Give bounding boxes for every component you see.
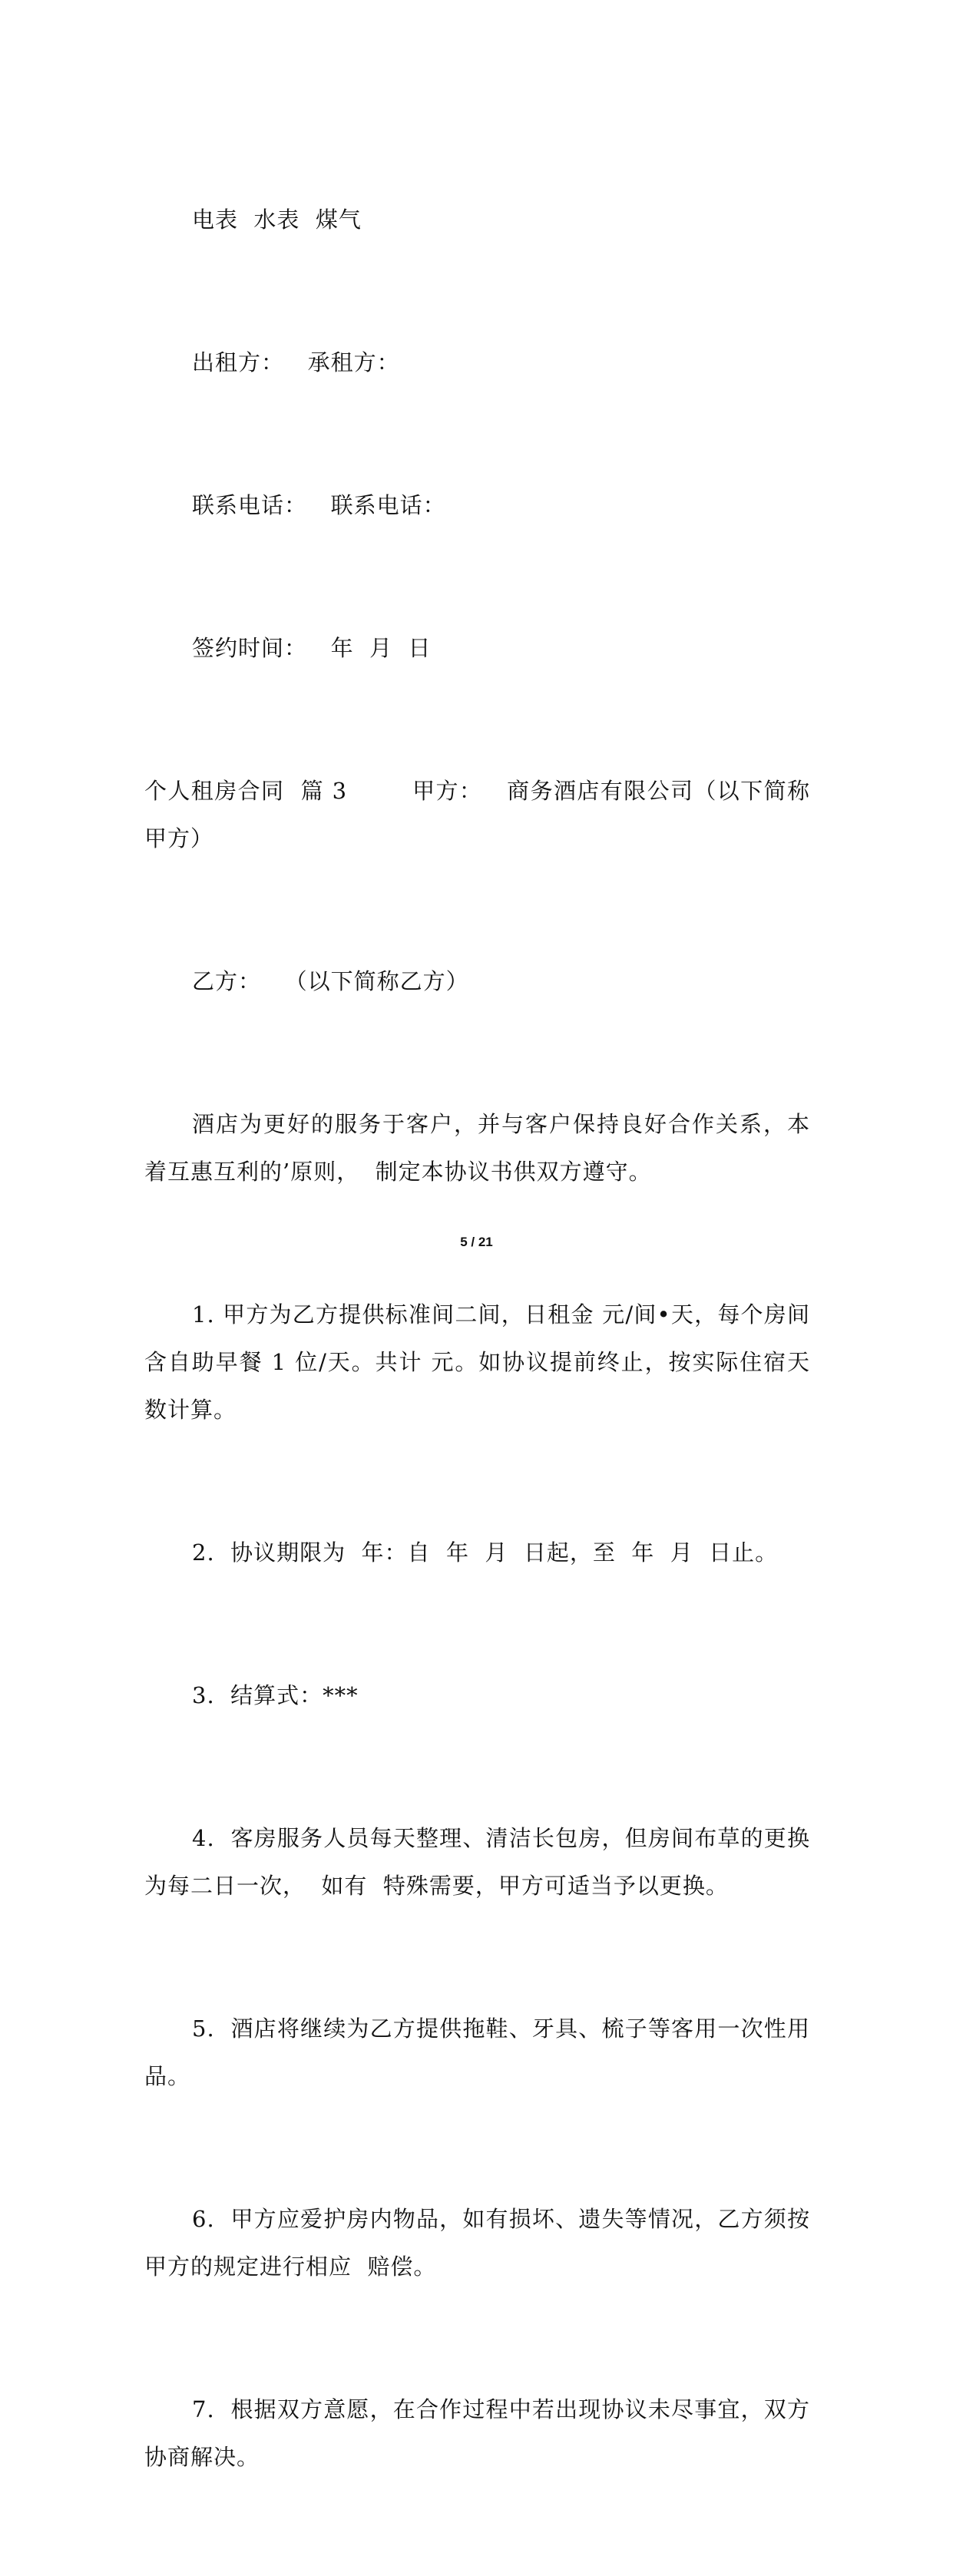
- paragraph-heading-party-a: 个人租房合同 篇 3 甲方： 商务酒店有限公司（以下简称甲方）: [144, 778, 810, 852]
- document-body: [144, 101, 810, 2576]
- paragraph-parties: 出租方： 承租方：: [192, 349, 400, 375]
- paragraph-phones: 联系电话： 联系电话：: [192, 492, 446, 518]
- paragraph-sign-date: 签约时间： 年 月 日: [192, 635, 432, 661]
- paragraph-meters: 电表 水表 煤气: [192, 207, 362, 233]
- paragraph-clause-2: 2. 协议期限为 年：自 年 月 日起，至 年 月 日止。: [192, 1539, 779, 1566]
- paragraph-clause-5: 5. 酒店将继续为乙方提供拖鞋、牙具、梳子等客用一次性用品。: [144, 2015, 810, 2089]
- paragraph-clause-7: 7. 根据双方意愿，在合作过程中若出现协议未尽事宜，双方协商解决。: [144, 2396, 810, 2470]
- paragraph-party-b: 乙方： （以下简称乙方）: [192, 968, 469, 994]
- page-number: 5 / 21: [460, 1235, 493, 1249]
- paragraph-clause-6: 6. 甲方应爱护房内物品，如有损坏、遗失等情况，乙方须按甲方的规定进行相应 赔偿。: [144, 2206, 810, 2280]
- paragraph-clause-4: 4. 客房服务人员每天整理、清洁长包房，但房间布草的更换为每二日一次， 如有 特殊需要，甲方可适当予以更换。: [144, 1825, 810, 1899]
- paragraph-clause-1: 1. 甲方为乙方提供标准间二间，日租金 元/间•天，每个房间含自助早餐 1 位/天。共计 元。如协议提前终止，按实际住宿天数计算。: [144, 1301, 810, 1423]
- paragraph-intro: 酒店为更好的服务于客户，并与客户保持良好合作关系，本着互惠互利的’原则， 制定本协议书供双方遵守。: [144, 1111, 810, 1185]
- paragraph-clause-3: 3. 结算式：***: [192, 1682, 359, 1708]
